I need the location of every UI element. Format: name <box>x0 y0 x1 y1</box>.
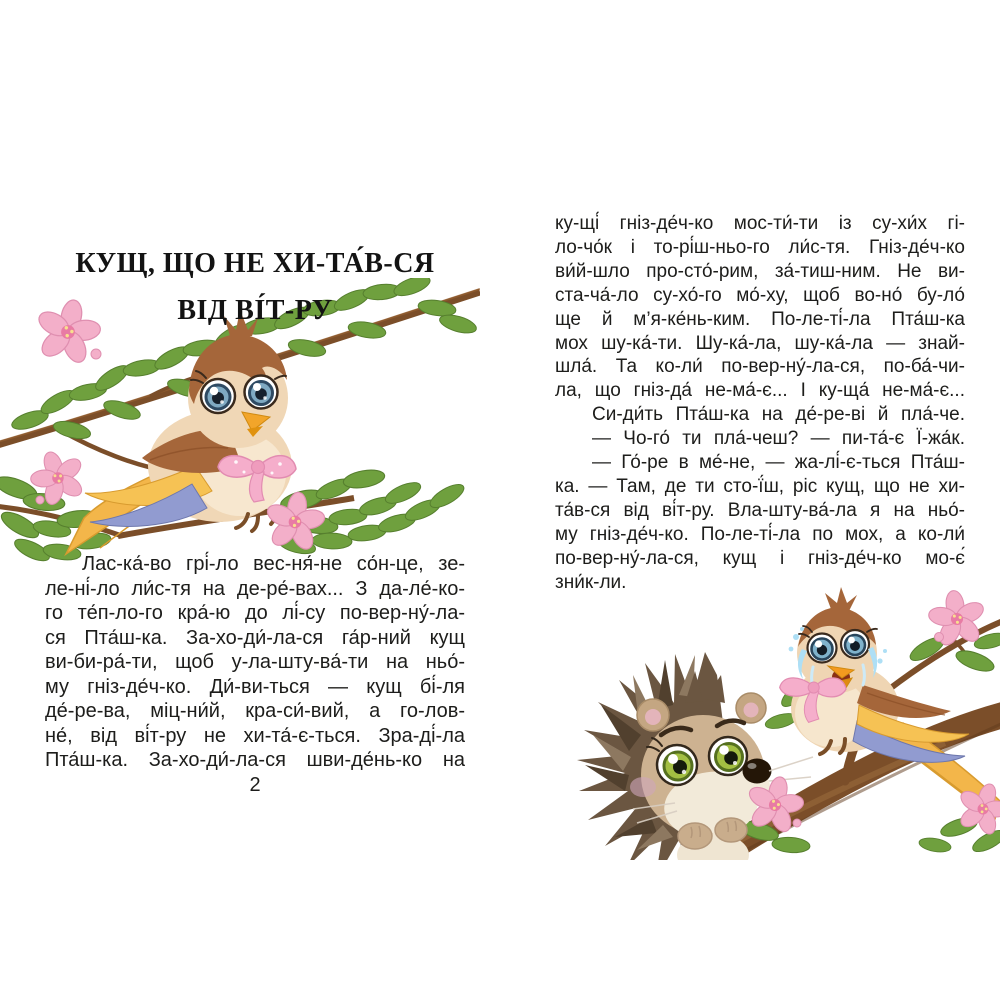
hedgehog-paw-left <box>678 823 712 849</box>
story-text-right <box>555 212 965 595</box>
hedgehog-blush <box>630 777 656 797</box>
body-text-line: ви́й-шло про-сто́-рим, за́-тиш-ним. Не ви- <box>555 260 965 282</box>
body-text-line: по-вер-ну́-ла-ся, кущ і гніз-де́ч-ко мо-є́ <box>555 547 965 569</box>
body-text-line: не́, від ві́т-ру не хи-та́-є-ться. Зра-ді́-ла <box>45 724 465 747</box>
body-text-line: ло-чо́к і то-рі́ш-ньо-го ли́с-тя. Гніз-де́ч-ко <box>555 236 965 258</box>
body-text-line: ка. — Там, де ти сто-ї́ш, ріс кущ, що не хи- <box>555 475 965 497</box>
body-text-line: ку-щі́ гніз-де́ч-ко мос-ти́-ти із су-хи́х гі- <box>555 213 965 234</box>
hedgehog-nose <box>743 759 772 784</box>
body-text-line: Лас-ка́-во грі́-ло вес-ня́-не со́н-це, зе- <box>82 553 465 575</box>
body-text-line: шла́. Та ко-ли́ по-вер-ну́-ла-ся, по-ба́-чи- <box>555 356 965 378</box>
body-text-line: зни́к-ли. <box>555 571 627 593</box>
hedgehog-sparrow-illustration <box>545 575 1000 860</box>
body-text-line: мох шу-ка́-ти. Шу-ка́-ла, шу-ка́-ла — знай- <box>555 332 965 354</box>
story-text-left <box>45 552 465 773</box>
body-text-line: ся Пта́ш-ка. За-хо-ди́-ла-ся га́р-ний кущ <box>45 626 465 649</box>
body-text-line: ла, що гніз-да́ не-ма́-є... І ку-ща́ не-ма́-є... <box>555 380 965 402</box>
body-text-line: ви-би-ра́-ти, щоб у-ла-шту-ва́-ти на ньо́- <box>45 651 465 673</box>
story-title <box>40 240 470 334</box>
body-text-line: Си-ди́ть Пта́ш-ка на де́-ре-ві й пла́-че. <box>592 404 965 426</box>
body-text-line: му гніз-де́ч-ко. Ди́-ви-ться — кущ бі́-ля <box>45 675 465 698</box>
page-number: 2 <box>249 774 261 796</box>
hedgehog-paw-right <box>715 818 747 842</box>
body-text-line: ста-ча́-ло су-хо́-го мо́-ху, щоб во-но́ бу-ло́ <box>555 284 965 306</box>
body-text-line: ле-ні́-ло ли́с-тя на де-ре́-вах... З да-ле́-ко- <box>45 577 465 600</box>
hedgehog-eye-right <box>709 737 747 775</box>
body-text-line: та́в-ся від ві́т-ру. Вла-шту-ва́-ла я на ньо́- <box>555 499 965 521</box>
story-title-line-2: ВІД ВІ́Т-РУ <box>177 294 333 326</box>
body-text-line: де́-ре-ва, міц-ни́й, кра-си́-вий, а го-лов- <box>45 700 465 722</box>
story-title-line-1: КУЩ, ЩО НЕ ХИ-ТА́В-СЯ <box>75 247 435 279</box>
body-text-line: го те́п-ло-го кра́-ю до лі́-су по-вер-ну́-ла- <box>45 602 465 624</box>
body-text-line: — Чо-го́ ти пла́-чеш? — пи-та́-є Ї-жа́к. <box>592 428 965 450</box>
body-text-line: му гніз-де́ч-ко. По-ле-ті́-ла по мох, а ко-ли́ <box>555 523 965 545</box>
body-text-line: — Го́-ре в ме́-не, — жа-лі́-є-ться Пта́ш- <box>592 452 965 474</box>
body-text-line: ще й м’я-ке́нь-ким. По-ле-ті́-ла Пта́ш-ка <box>555 308 965 330</box>
body-text-line: Пта́ш-ка. За-хо-ди́-ла-ся шви-де́нь-ко на <box>45 749 465 771</box>
